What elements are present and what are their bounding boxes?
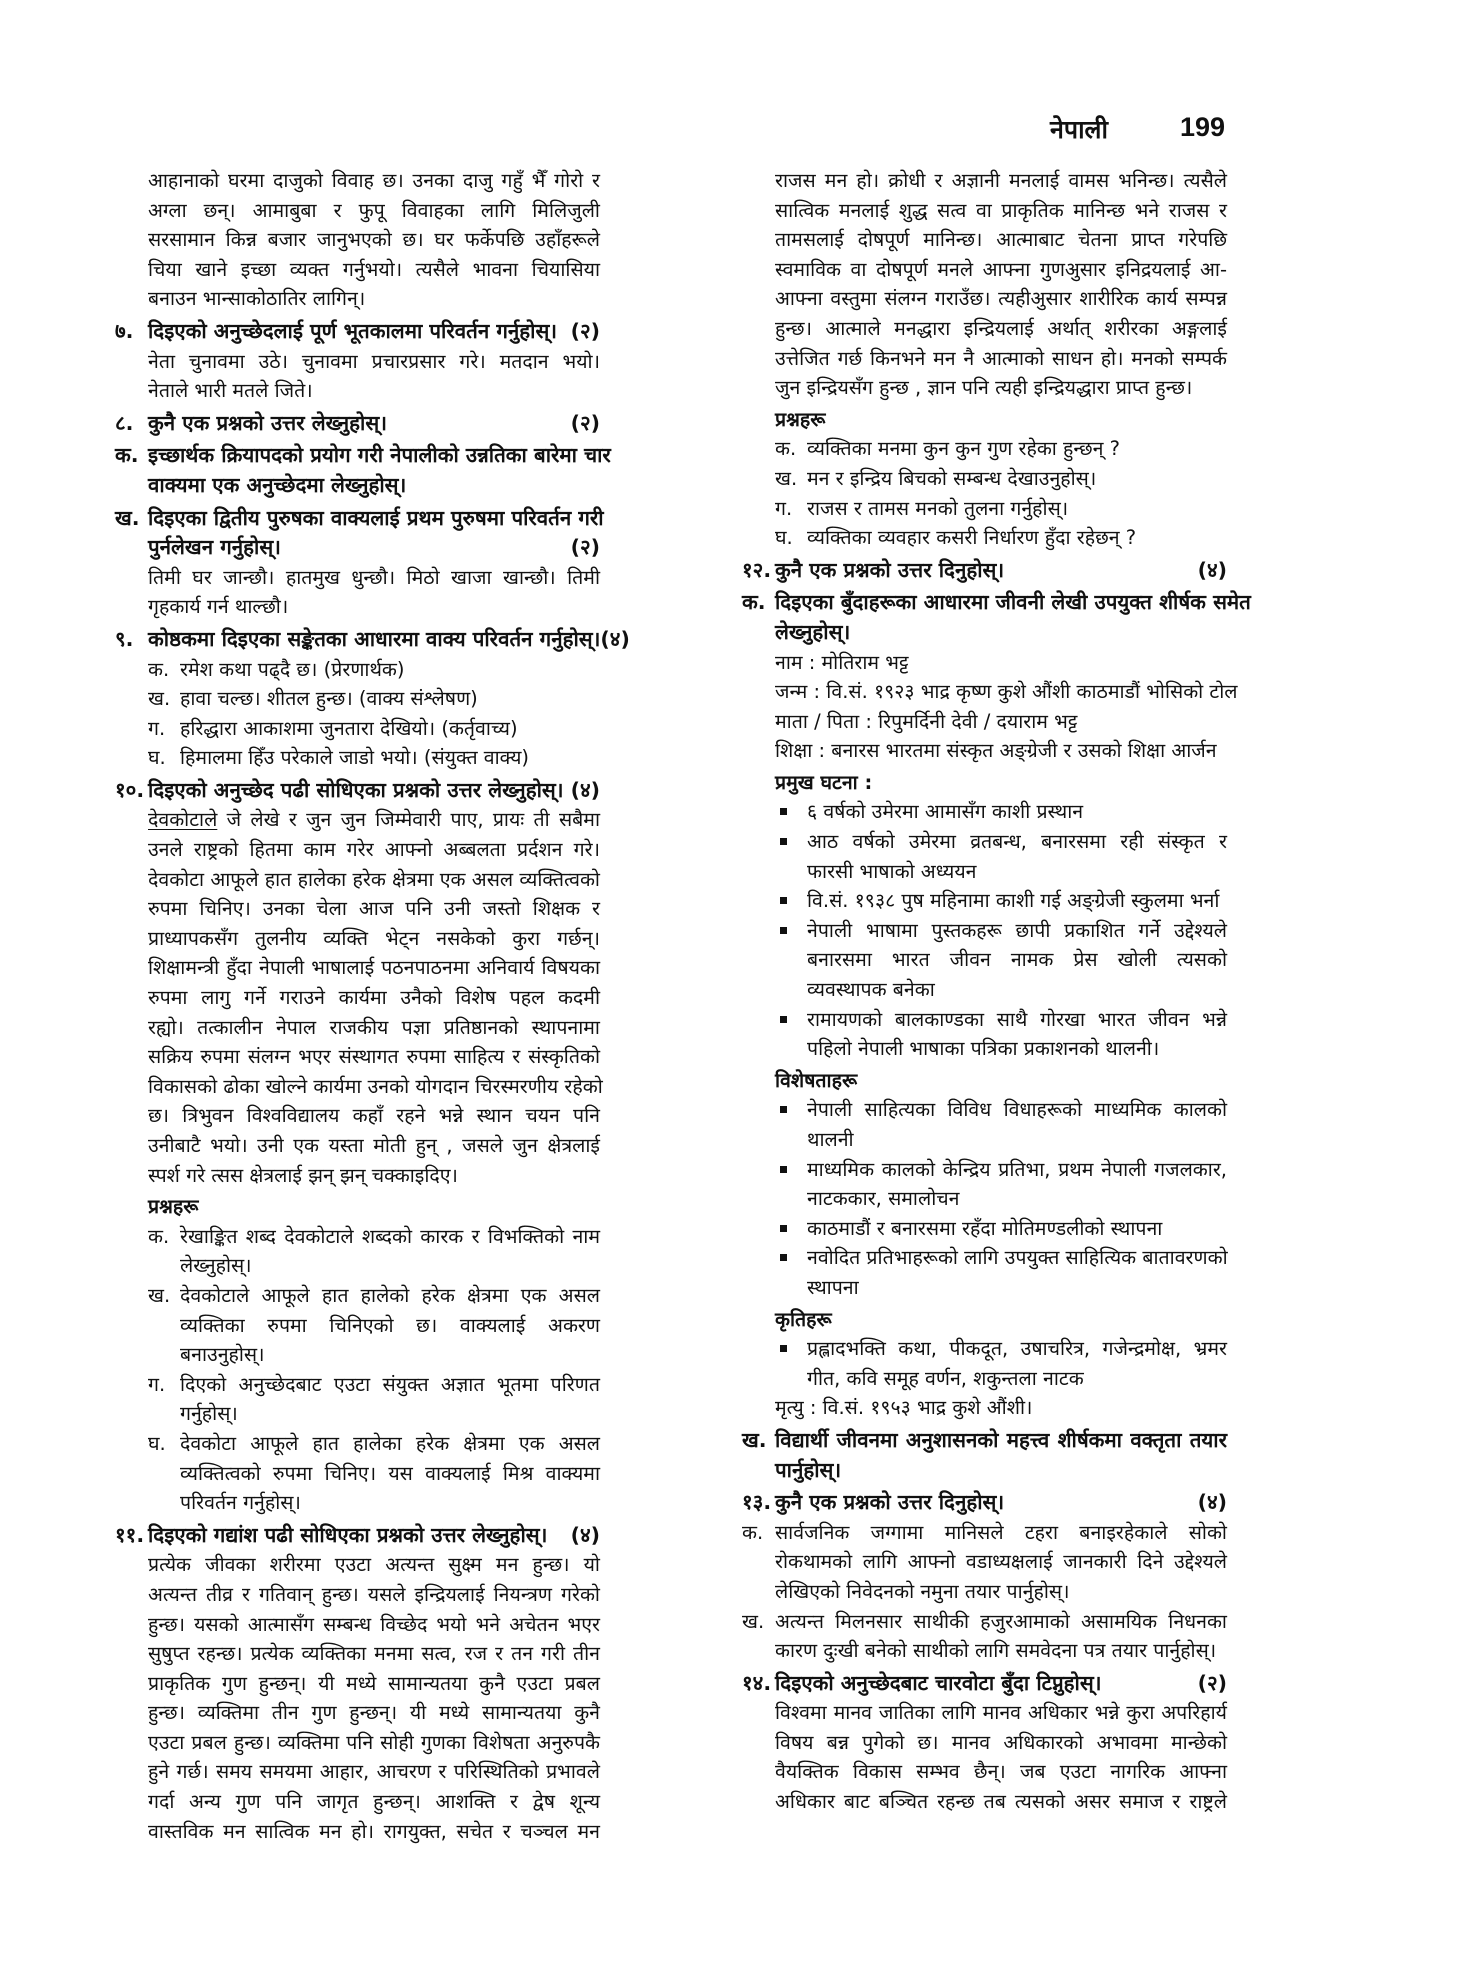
paragraph-line: रह्यो। तत्कालीन नेपाल राजकीय पज्ञा प्रतिष्ठानको स्थापनामा	[148, 1015, 600, 1039]
paragraph-line: स्पर्श गरे त्सस क्षेत्रलाई झन् झन् चक्काइदिए।	[148, 1163, 458, 1187]
item-label: क.	[148, 1224, 170, 1248]
bullet-item	[742, 1005, 1227, 1064]
question-marks: (४)	[1197, 1490, 1227, 1515]
item-text-line: राजस र तामस मनको तुलना गर्नुहोस्।	[807, 496, 1069, 520]
paragraph	[115, 1550, 600, 1846]
item-label: ग.	[148, 1372, 166, 1396]
paragraph-line: हुन्छ। आत्माले मनद्धारा इन्द्रियलाई अर्थात् शरीरका अङ्गलाई	[775, 316, 1227, 340]
info-lines	[742, 648, 1238, 766]
info-line: नाम : मोतिराम भट्ट	[775, 650, 909, 674]
item-label: क.	[742, 1520, 764, 1544]
left-column	[115, 166, 630, 1846]
question-text-line	[115, 317, 600, 347]
question-text-line	[115, 625, 630, 655]
paragraph-line: सरसामान किन्न बजार जानुभएको छ। घर फर्केपछि उहाँहरूले	[148, 228, 600, 252]
paragraph-line: रुपमा लागु गर्ने गराउने कार्यमा उनैको विशेष पहल कदमी	[148, 986, 600, 1010]
question-number: क.	[742, 590, 766, 615]
question-heading	[742, 588, 1251, 647]
paragraph-line: एउटा प्रबल हुन्छ। व्यक्तिमा पनि सोही गुणका विशेषता अनुरुपकै	[148, 1730, 600, 1754]
paragraph-line: उनले राष्ट्रको हितमा काम गरेर आफ्नो अब्बलता प्रर्दशन गरे।	[148, 838, 600, 862]
question-item	[742, 1518, 1227, 1607]
item-text-line: हरिद्धारा आकाशमा जुनतारा देखियो। (कर्तृवाच्य)	[180, 716, 518, 740]
paragraph-line: तिमी घर जान्छौ। हातमुख धुन्छौ। मिठो खाजा खान्छौ। तिमी	[148, 565, 600, 589]
question-item	[742, 434, 1227, 464]
bullet-text-line: माध्यमिक कालको केन्द्रिय प्रतिभा, प्रथम नेपाली गजलकार,	[807, 1157, 1227, 1181]
question-text: लेख्नुहोस्।	[775, 619, 851, 644]
paragraph-line: सात्विक मनलाई शुद्ध सत्व वा प्राकृतिक मानिन्छ भने राजस र	[775, 198, 1227, 222]
paragraph	[115, 563, 600, 622]
paragraph-line: नेताले भारी मतले जिते।	[148, 379, 313, 403]
question-text-line	[115, 409, 600, 439]
section-subheading: कृतिहरू	[775, 1307, 832, 1331]
question-item	[115, 655, 600, 685]
question-item	[115, 684, 600, 714]
info-line: जन्म : वि.सं. १९२३ भाद्र कृष्ण कुशे औंशी काठमाडौं भोसिको टोल	[775, 680, 1238, 704]
square-bullet-icon	[780, 1225, 787, 1232]
item-text-line: हिमालमा हिँउ परेकाले जाडो भयो। (संयुक्त वाक्य)	[180, 746, 530, 770]
question-heading	[742, 1669, 1227, 1699]
question-number: ९.	[115, 626, 134, 651]
question-text: कुनै एक प्रश्नको उत्तर दिनुहोस्।	[775, 1490, 1005, 1515]
paragraph-line: सुषुप्त रहन्छ। प्रत्येक व्यक्तिका मनमा सत्व, रज र तन गरी तीन	[148, 1642, 600, 1666]
item-text-line: अत्यन्त मिलनसार साथीकी हजुरआमाको असामयिक निधनका	[775, 1609, 1227, 1633]
question-marks: (२)	[570, 318, 600, 343]
bullet-text-line: रामायणको बालकाण्डका साथै गोरखा भारत जीवन भन्ने	[807, 1007, 1227, 1031]
bullet-text-line: काठमाडौं र बनारसमा रहँदा मोतिमण्डलीको स्थापना	[807, 1216, 1163, 1240]
item-text-line: हावा चल्छ। शीतल हुन्छ। (वाक्य संश्लेषण)	[180, 687, 478, 711]
item-label: ख.	[742, 1609, 765, 1633]
question-item	[115, 743, 600, 773]
question-item	[742, 1607, 1227, 1666]
item-label: क.	[148, 657, 170, 681]
question-heading	[115, 317, 600, 347]
bullet-item	[742, 1155, 1227, 1214]
paragraph-line: तामसलाई दोषपूर्ण मानिन्छ। आत्माबाट चेतना प्राप्त गरेपछि	[775, 228, 1227, 252]
paragraph-line: जुन इन्द्रियसँग हुन्छ , ज्ञान पनि त्यही इन्द्रियद्धारा प्राप्त हुन्छ।	[775, 376, 1193, 400]
item-text-line: देवकोटाले आफूले हात हालेको हरेक क्षेत्रमा एक असल	[180, 1283, 600, 1307]
paragraph-line: उनीबाटै भयो। उनी एक यस्ता मोती हुन् , जसले जुन क्षेत्रलाई	[148, 1134, 600, 1157]
question-text-line	[742, 1488, 1227, 1518]
content-block	[115, 1192, 600, 1222]
paragraph-line: गृहकार्य गर्न थाल्छौ।	[148, 595, 289, 619]
bullet-text-line: नेपाली भाषामा पुस्तकहरू छापी प्रकाशित गर्ने उद्देश्यले	[807, 918, 1227, 942]
question-text: वाक्यमा एक अनुच्छेदमा लेख्नुहोस्।	[148, 472, 407, 497]
section-subheading: प्रश्नहरू	[775, 407, 826, 431]
question-marks: (२)	[1197, 1670, 1227, 1695]
question-heading	[115, 1521, 600, 1551]
bullet-text-line: ६ वर्षको उमेरमा आमासँग काशी प्रस्थान	[807, 800, 1084, 824]
paragraph	[742, 166, 1227, 403]
paragraph	[115, 166, 600, 314]
question-text: दिइएको अनुच्छेद पढी सोधिएका प्रश्नको उत्तर लेख्नुहोस्।	[148, 777, 564, 802]
question-item	[742, 464, 1227, 494]
question-number: १२.	[742, 557, 772, 582]
question-item	[115, 714, 600, 744]
item-text-line: देवकोटा आफूले हात हालेका हरेक क्षेत्रमा एक असल	[180, 1431, 600, 1455]
paragraph-line: उत्तेजित गर्छ किनभने मन नै आत्माको साधन हो। मनको सम्पर्क	[775, 346, 1227, 370]
question-number: १०.	[115, 777, 145, 802]
paragraph-line: वास्तविक मन सात्विक मन हो। रागयुक्त, सचेत र चञ्चल मन	[148, 1819, 600, 1843]
paragraph-line: शिक्षामन्त्री हुँदा नेपाली भाषालाई पठनपाठनमा अनिवार्य विषयका	[148, 956, 600, 980]
question-marks: (४)	[600, 626, 630, 651]
question-marks: (४)	[570, 1522, 600, 1547]
question-number: क.	[115, 443, 139, 468]
question-text: कुनै एक प्रश्नको उत्तर लेख्नुहोस्।	[148, 410, 387, 435]
paragraph-line: स्वमाविक वा दोषपूर्ण मनले आफ्ना गुणअुसार इनिद्रयलाई आ-	[775, 257, 1227, 281]
bullet-item	[742, 1095, 1227, 1154]
item-label: क.	[775, 437, 797, 461]
question-marks: (२)	[570, 410, 600, 435]
question-heading	[115, 441, 611, 500]
question-text-line: विद्यार्थी जीवनमा अनुशासनको महत्त्व शीर्षकमा वक्तृता तयार	[775, 1427, 1227, 1452]
item-label: ख.	[775, 466, 798, 490]
paragraph	[115, 805, 603, 1190]
question-text-line	[115, 471, 600, 501]
question-item	[115, 1429, 600, 1518]
question-heading	[115, 625, 630, 655]
square-bullet-icon	[780, 1345, 787, 1352]
info-lines	[742, 1393, 1227, 1423]
bullet-text-line: नवोदित प्रतिभाहरूको लागि उपयुक्त साहित्यिक बातावरणको	[807, 1246, 1228, 1270]
item-text-line: व्यक्तित्वको रुपमा चिनिए। यस वाक्यलाई मिश्र वाक्यमा	[180, 1461, 600, 1485]
question-item	[115, 1281, 600, 1370]
question-number: ११.	[115, 1522, 145, 1547]
paragraph-line: देवकोटा आफूले हात हालेका हरेक क्षेत्रमा एक असल व्यक्तित्वको	[148, 867, 600, 891]
paragraph-line: विश्वमा मानव जातिका लागि मानव अधिकार भन्ने कुरा अपरिहार्य	[775, 1701, 1227, 1725]
question-text-line	[115, 1521, 600, 1551]
square-bullet-icon	[780, 927, 787, 934]
paragraph-line: चिया खाने इच्छा व्यक्त गर्नुभयो। त्यसैले भावना चियासिया	[148, 257, 600, 281]
running-header-title: नेपाली	[1050, 115, 1108, 144]
bullet-text-line: आठ वर्षको उमेरमा व्रतबन्ध, बनारसमा रही संस्कृत र	[807, 830, 1227, 854]
paragraph-line: हुन्छ। व्यक्तिमा तीन गुण हुन्छन्। यी मध्ये सामान्यतया कुनै	[148, 1701, 600, 1725]
question-text: पुर्नलेखन गर्नुहोस्।	[148, 535, 281, 560]
question-text-line: इच्छार्थक क्रियापदको प्रयोग गरी नेपालीको उन्नतिका बारेमा चार	[148, 443, 611, 468]
question-item	[742, 494, 1227, 524]
bullet-text-line: थालनी	[807, 1128, 854, 1151]
item-label: ख.	[148, 1283, 171, 1307]
square-bullet-icon	[780, 1166, 787, 1173]
bullet-item	[742, 1214, 1227, 1244]
section-subheading: विशेषताहरू	[775, 1068, 858, 1092]
question-text-line	[742, 1456, 1227, 1486]
item-text-line: रेखाङ्कित शब्द देवकोटाले शब्दको कारक र विभक्तिको नाम	[180, 1224, 600, 1248]
bullet-text-line: नाटककार, समालोचन	[807, 1187, 960, 1211]
question-text-line: दिइएका बुँदाहरूका आधारमा जीवनी लेखी उपयुक्त शीर्षक समेत	[775, 590, 1251, 615]
bullet-item	[742, 797, 1227, 827]
item-text-line: कारण दुःखी बनेको साथीको लागि समवेदना पत्र तयार पार्नुहोस्।	[775, 1639, 1217, 1663]
question-text-line	[115, 533, 600, 563]
item-text-line: व्यक्तिका व्यवहार कसरी निर्धारण हुँदा रहेछन् ?	[807, 526, 1137, 550]
item-label: ग.	[775, 496, 793, 520]
paragraph-line: हुने गर्छ। समय समयमा आहार, आचरण र परिस्थितिको प्रभावले	[148, 1760, 600, 1784]
paragraph-line: छ। त्रिभुवन विश्वविद्यालय कहाँ रहने भन्ने स्थान चयन पनि	[148, 1104, 600, 1128]
paragraph-line: प्रत्येक जीवका शरीरमा एउटा अत्यन्त सुक्ष्म मन हुन्छ। यो	[148, 1553, 600, 1577]
item-label: घ.	[148, 746, 166, 770]
item-text-line: दिएको अनुच्छेदबाट एउटा संयुक्त अज्ञात भूतमा परिणत	[180, 1372, 600, 1396]
info-line: माता / पिता : रिपुमर्दिनी देवी / दयाराम भट्ट	[775, 709, 1078, 733]
paragraph-line: प्राध्यापकसँग तुलनीय व्यक्ति भेट्न नसकेको कुरा गर्छन्।	[148, 926, 600, 950]
paragraph-line: वैयक्तिक विकास सम्भव छैन्। जब एउटा नागरिक आफ्ना	[775, 1760, 1227, 1784]
question-item	[115, 1222, 600, 1281]
item-text-line: व्यक्तिका रुपमा चिनिएको छ। वाक्यलाई अकरण	[180, 1313, 600, 1337]
paragraph-line: हुन्छ। यसको आत्मासँग सम्बन्ध विच्छेद भयो भने अचेतन भएर	[148, 1612, 600, 1636]
item-label: घ.	[775, 526, 793, 550]
paragraph-line: विकासको ढोका खोल्ने कार्यमा उनको योगदान चिरस्मरणीय रहेको	[148, 1074, 603, 1098]
item-text-line: रोकथामको लागि आफ्नो वडाध्यक्षलाई जानकारी दिने उद्देश्यले	[775, 1550, 1227, 1574]
question-text-line	[742, 618, 1227, 648]
question-text-line	[115, 776, 600, 806]
content-block	[742, 405, 1227, 435]
paragraph-line: राजस मन हो। क्रोधी र अज्ञानी मनलाई वामस भनिन्छ। त्यसैले	[775, 169, 1227, 192]
paragraph-line: अग्ला छन्। आमाबुबा र फुपू विवाहका लागि मिलिजुली	[148, 198, 600, 222]
bullet-text-line: स्थापना	[807, 1275, 859, 1299]
bullet-item	[742, 886, 1227, 916]
bullet-text-line: वि.सं. १९३८ पुष महिनामा काशी गई अङ्ग्रेजी स्कुलमा भर्ना	[807, 889, 1220, 913]
question-text: दिइएको गद्यांश पढी सोधिएका प्रश्नको उत्तर लेख्नुहोस्।	[148, 1522, 548, 1547]
square-bullet-icon	[780, 1254, 787, 1261]
paragraph-line: प्राकृतिक गुण हुन्छन्। यी मध्ये सामान्यतया कुनै एउटा प्रबल	[148, 1671, 600, 1695]
item-label: घ.	[148, 1431, 166, 1455]
question-text: दिइएको अनुच्छेदबाट चारवोटा बुँदा टिप्नुहोस्।	[775, 1670, 1102, 1695]
paragraph-line: आहानाको घरमा दाजुको विवाह छ। उनका दाजु गहुँ भैँ गोरो र	[148, 169, 600, 192]
item-text-line: व्यक्तिका मनमा कुन कुन गुण रहेका हुन्छन् ?	[807, 437, 1121, 461]
square-bullet-icon	[780, 1106, 787, 1113]
bullet-text-line: बनारसमा भारत जीवन नामक प्रेस खोली त्यसको	[807, 948, 1227, 972]
question-text: कोष्ठकमा दिइएका सङ्केतका आधारमा वाक्य परिवर्तन गर्नुहोस्।	[148, 626, 601, 651]
item-label: ख.	[148, 687, 171, 711]
bullet-item	[742, 916, 1227, 1005]
question-number: १३.	[742, 1490, 772, 1515]
paragraph	[742, 1698, 1227, 1816]
question-heading	[115, 504, 604, 563]
question-number: ख.	[742, 1427, 767, 1452]
section-subheading: प्रश्नहरू	[148, 1195, 199, 1219]
paragraph-line: अत्यन्त तीव्र र गतिवान् हुन्छ। यसले इन्द्रियलाई नियन्त्रण गरेको	[148, 1582, 600, 1606]
content-block	[742, 768, 1227, 798]
bullet-item	[742, 1334, 1227, 1393]
question-heading	[742, 1488, 1227, 1518]
info-line: शिक्षा : बनारस भारतमा संस्कृत अङ्ग्रेजी र उसको शिक्षा आर्जन	[775, 739, 1217, 763]
item-text-line: लेख्नुहोस्।	[180, 1254, 252, 1278]
bullet-text-line: पहिलो नेपाली भाषाका पत्रिका प्रकाशनको थालनी।	[807, 1037, 1160, 1061]
question-text: दिइएको अनुच्छेदलाई पूर्ण भूतकालमा परिवर्तन गर्नुहोस्।	[148, 318, 558, 343]
question-text: कुनै एक प्रश्नको उत्तर दिनुहोस्।	[775, 557, 1005, 582]
bullet-item	[742, 827, 1227, 886]
question-text-line	[742, 556, 1227, 586]
paragraph-line: गर्दा अन्य गुण पनि जागृत हुन्छन्। आशक्ति र द्वेष शून्य	[148, 1790, 600, 1814]
question-number: १४.	[742, 1670, 772, 1695]
paragraph-line: सक्रिय रुपमा संलग्न भएर संस्थागत रुपमा साहित्य र संस्कृतिको	[148, 1045, 600, 1069]
right-column	[742, 166, 1251, 1817]
question-text: पार्नुहोस्।	[775, 1457, 842, 1482]
question-heading	[742, 556, 1227, 586]
paragraph-line: आफ्ना वस्तुमा संलग्न गराउँछ। त्यहीअुसार शारीरिक कार्य सम्पन्न	[775, 287, 1227, 311]
paragraph	[115, 347, 600, 406]
paragraph-line: विषय बन्न पुगेको छ। मानव अधिकारको अभावमा मान्छेको	[775, 1730, 1227, 1754]
question-heading	[115, 776, 600, 806]
content-block	[742, 1066, 1227, 1096]
square-bullet-icon	[780, 838, 787, 845]
paragraph-line: रुपमा चिनिए। उनका चेला आज पनि उनी जस्तो शिक्षक र	[148, 897, 600, 921]
question-number: ख.	[115, 505, 140, 530]
item-label: ग.	[148, 716, 166, 740]
item-text-line: परिवर्तन गर्नुहोस्।	[180, 1491, 301, 1515]
item-text-line: मन र इन्द्रिय बिचको सम्बन्ध देखाउनुहोस्।	[807, 466, 1097, 490]
info-line: मृत्यु : वि.सं. १९५३ भाद्र कुशे औंशी।	[775, 1396, 1033, 1420]
page-number: 199	[1180, 112, 1226, 142]
underlined-word: देवकोटाले	[148, 808, 218, 832]
question-marks: (४)	[570, 777, 600, 802]
question-item	[115, 1370, 600, 1429]
square-bullet-icon	[780, 897, 787, 904]
bullet-text-line: नेपाली साहित्यका विविध विधाहरूको माध्यमिक कालको	[807, 1098, 1227, 1122]
bullet-text-line: व्यवस्थापक बनेका	[807, 978, 935, 1002]
bullet-text-line: गीत, कवि समूह वर्णन, शकुन्तला नाटक	[807, 1366, 1084, 1390]
item-text-line: बनाउनुहोस्।	[180, 1343, 265, 1367]
question-number: ८.	[115, 410, 134, 435]
bullet-text-line: फारसी भाषाको अध्ययन	[807, 859, 977, 883]
paragraph-line	[115, 805, 600, 835]
question-text-line: दिइएका द्वितीय पुरुषका वाक्यलाई प्रथम पुरुषमा परिवर्तन गरी	[148, 505, 604, 530]
item-text-line: गर्नुहोस्।	[180, 1402, 238, 1426]
square-bullet-icon	[780, 808, 787, 815]
item-text-line: लेखिएको निवेदनको नमुना तयार पार्नुहोस्।	[775, 1579, 1070, 1603]
bullet-item	[742, 1243, 1227, 1302]
question-marks: (४)	[1197, 557, 1227, 582]
question-item	[742, 523, 1227, 553]
question-heading	[115, 409, 600, 439]
item-text-line: रमेश कथा पढ्दै छ। (प्रेरणार्थक)	[180, 657, 405, 681]
bullet-text-line: प्रह्लादभक्ति कथा, पीकदूत, उषाचरित्र, गजेन्द्रमोक्ष, भ्रमर	[807, 1337, 1227, 1361]
question-heading	[742, 1426, 1227, 1485]
question-text-line	[742, 1669, 1227, 1699]
content-block	[742, 1305, 1227, 1335]
paragraph-line: अधिकार बाट बञ्चित रहन्छ तब त्यसको असर समाज र राष्ट्रले	[775, 1790, 1227, 1814]
paragraph-text: जे लेखे र जुन जुन जिम्मेवारी पाए, प्रायः ती सबैमा	[217, 808, 600, 832]
paragraph-line: नेता चुनावमा उठे। चुनावमा प्रचारप्रसार गरे। मतदान भयो।	[148, 349, 600, 373]
item-text-line: सार्वजनिक जग्गामा मानिसले टहरा बनाइरहेकाले सोको	[775, 1520, 1227, 1544]
question-number: ७.	[115, 318, 134, 343]
square-bullet-icon	[780, 1016, 787, 1023]
section-subheading: प्रमुख घटना :	[775, 770, 873, 794]
question-marks: (२)	[570, 535, 600, 560]
paragraph-line: बनाउन भान्साकोठातिर लागिन्।	[148, 287, 366, 311]
